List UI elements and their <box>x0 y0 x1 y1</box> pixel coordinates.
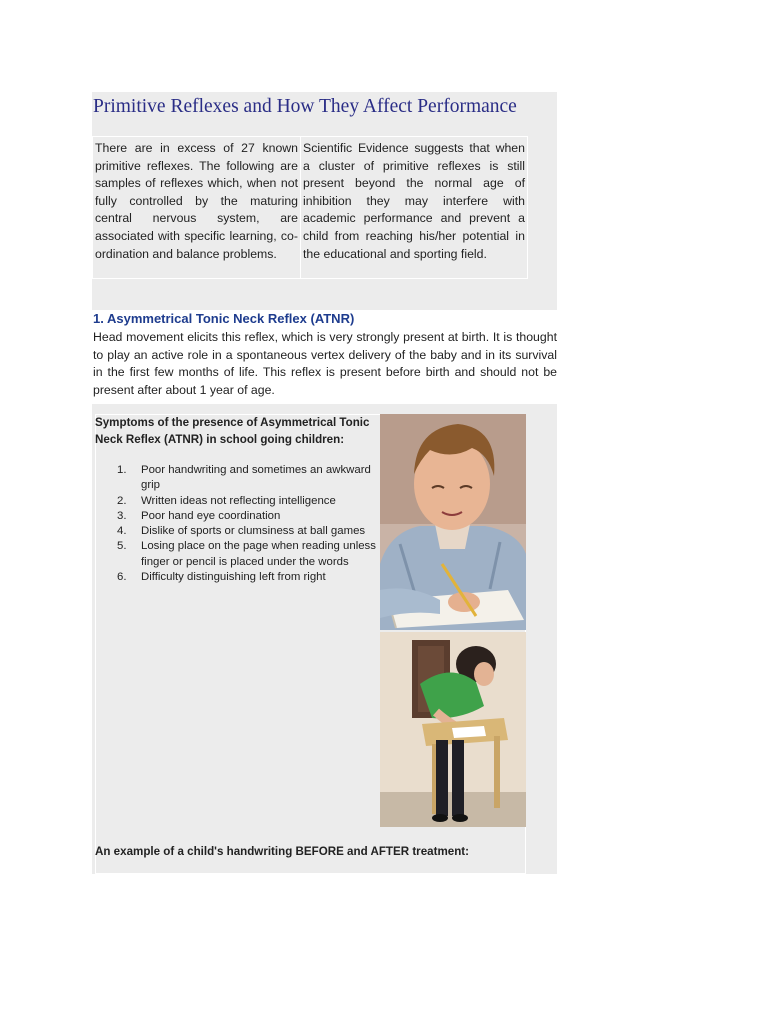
intro-left-text: There are in excess of 27 known primitive reflexes. The following are samples of reflexes which, when not fully controlled by the maturing central nervous system, are associated with specific learning, co-ordination and balance problems. <box>93 137 301 278</box>
symptom-list <box>112 463 378 585</box>
list-item-text: Poor handwriting and sometimes an awkward grip <box>141 464 371 492</box>
list-item-number: 3. <box>117 509 127 522</box>
intro-right-text: Scientific Evidence suggests that when a cluster of primitive reflexes is still present beyond the normal age of inhibition they may interfere with academic performance and prevent a child from reaching his/her potential in the educational and sporting field. <box>303 141 525 261</box>
list-item-text: Written ideas not reflecting intelligence <box>141 494 336 507</box>
list-item <box>112 570 378 585</box>
list-item-text: Dislike of sports or clumsiness at ball games <box>141 525 366 538</box>
list-item <box>112 539 378 570</box>
list-item-text: Difficulty distinguishing left from right <box>141 571 326 584</box>
list-item-number: 4. <box>117 525 127 538</box>
photo-girl-at-desk <box>380 632 526 827</box>
list-item <box>112 509 378 524</box>
list-item <box>112 463 378 494</box>
section-body: Head movement elicits this reflex, which is very strongly present at birth. It is thought to play an active role in a spontaneous vertex delivery of the baby and in its survival in the first few months of life. This reflex is present before birth and should not be present after about 1 year of age. <box>93 330 557 397</box>
list-item-number: 2. <box>117 494 127 507</box>
list-item-number: 1. <box>117 464 127 476</box>
list-item <box>112 494 378 509</box>
photo-boy-writing <box>380 414 526 630</box>
handwriting-caption: An example of a child's handwriting BEFORE and AFTER treatment: <box>95 845 470 858</box>
list-item-text: Poor hand eye coordination <box>141 509 281 522</box>
section-heading: 1. Asymmetrical Tonic Neck Reflex (ATNR) <box>93 311 355 326</box>
list-item-number: 5. <box>117 540 127 553</box>
list-item-number: 6. <box>117 571 127 584</box>
list-item-text: Losing place on the page when reading unless finger or pencil is placed under the words <box>141 540 376 568</box>
symptom-title: Symptoms of the presence of Asymmetrical Tonic Neck Reflex (ATNR) in school going children: <box>95 416 370 446</box>
page-title: Primitive Reflexes and How They Affect Performance <box>93 96 517 117</box>
intro-table <box>92 136 528 279</box>
list-item <box>112 524 378 539</box>
